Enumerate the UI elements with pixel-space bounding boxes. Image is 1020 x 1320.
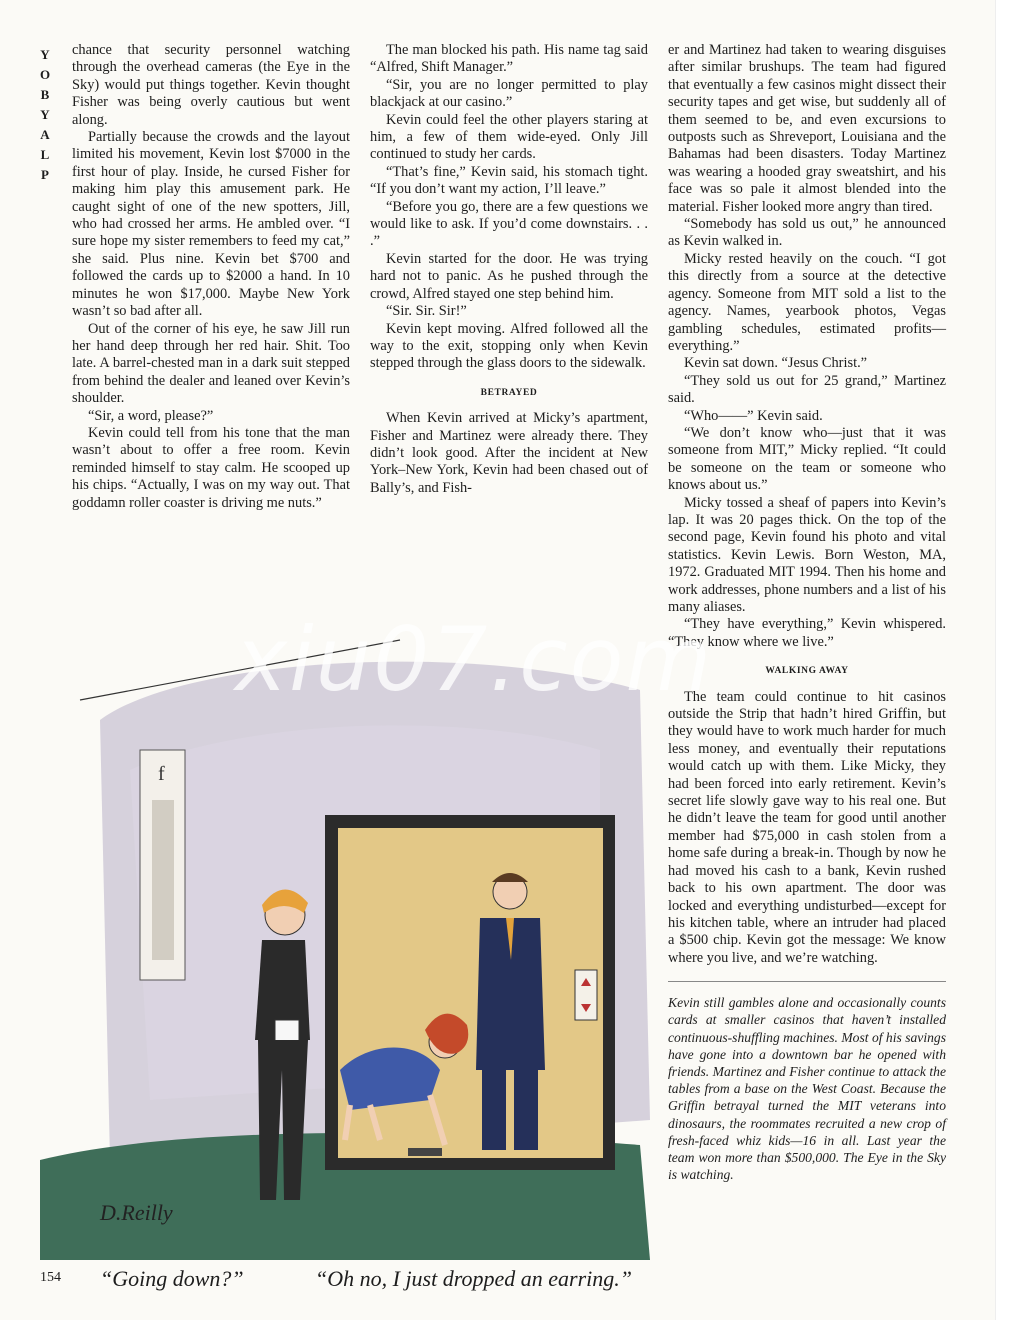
paragraph: “Who——” Kevin said. <box>684 407 823 424</box>
mag-letter: Y <box>40 107 50 122</box>
mag-letter: O <box>39 67 51 82</box>
text-column-1 <box>72 42 350 512</box>
paragraph: Kevin could tell from his tone that the man wasn’t about to offer a free room. Kevin reminded himself to stay calm. He scooped up his chips. “Actually, I was on my way out. That goddamn roller coaster is driving me nuts.” <box>72 424 350 511</box>
epilogue-italic: Kevin still gambles alone and occasionally counts cards at smaller casinos that haven’t installed continuous-shuffling machines. Most of his savings have gone into a downtown bar he opened with friends. Martinez and Fisher continue to attack the tables from a base on the West Coast. Because the Griffin betrayal turned the MIT veterans into dinosaurs, the roommates recruited a new crop of fresh-faced whiz kids—16 in all. Last year the team won more than $500,000. The Eye in the Sky is watching. <box>668 981 946 1183</box>
paragraph: “Before you go, there are a few questions we would like to ask. If you’d come downstairs. . . .” <box>370 198 648 250</box>
artist-signature: D.Reilly <box>100 1200 173 1225</box>
text-column-2 <box>370 42 648 497</box>
cartoon-caption-right: “Oh no, I just dropped an earring.” <box>315 1266 632 1291</box>
paragraph: Kevin sat down. “Jesus Christ.” <box>684 355 868 372</box>
paragraph: Micky tossed a sheaf of papers into Kevin’s lap. It was 20 pages thick. On the top of the second page, Kevin found his photo and vital statistics. Kevin Lewis. Born Weston, MA, 1972. Graduated MIT 1994. Then his home and work addresses, phone numbers and a list of his many aliases. <box>668 494 946 615</box>
magazine-name-vertical <box>38 45 52 185</box>
cartoon-caption-left: “Going down?” <box>100 1266 244 1291</box>
mag-letter: P <box>41 167 49 182</box>
paragraph: “We don’t know who—just that it was someone from MIT,” Micky replied. “It could be someone on the team or someone who knows about us.” <box>668 424 946 494</box>
paragraph: er and Martinez had taken to wearing disguises after similar brushups. The team had figured that eventually a few casinos might dissect their security tapes and get wise, but suddenly all of them seemed to be, and even excursions to outposts such as Shreveport, Louisiana and the Bahamas had been disasters. Today Martinez was wearing a hooded gray sweatshirt, and his face was so pale it almost blended into the material. Fisher looked more angry than tired. <box>668 42 946 215</box>
paragraph: When Kevin arrived at Micky’s apartment, Fisher and Martinez were already there. They didn’t look good. After the incident at New York–New York, Kevin had been chased out of Bally’s, and Fish- <box>370 410 648 496</box>
paragraph: “Sir, you are no longer permitted to play blackjack at our casino.” <box>370 76 648 111</box>
paragraph: “They have everything,” Kevin whispered. “They know where we live.” <box>668 616 946 650</box>
section-heading: WALKING AWAY <box>765 666 849 677</box>
watermark-text: xiu07.com <box>235 608 714 711</box>
paragraph: The man blocked his path. His name tag said “Alfred, Shift Manager.” <box>370 42 648 76</box>
page-edge <box>995 0 1020 1320</box>
text-column-3 <box>668 42 946 1183</box>
elevator-sign-panel <box>140 750 185 980</box>
mag-letter: L <box>40 147 50 162</box>
paragraph: Kevin started for the door. He was trying hard not to panic. As he pushed through the crowd, Alfred stayed one step behind him. <box>370 250 648 302</box>
paragraph: The team could continue to hit casinos outside the Strip that hadn’t hired Griffin, but they would have to work much harder for much less money, and eventually their reputations would catch up with them. Like Micky, they had been forced into early retirement. Kevin’s secret life slowly gave way to his real one. But he didn’t leave the team for good until another member had $75,000 in cash stolen from a home safe during a break-in. Though by now he had moved his cash to a bank, Kevin rushed back to his own apartment. The door was locked and everything undisturbed—except for his kitchen table, where an intruder had placed a $500 chip. Kevin got the message: We know where you live, and we’re watching. <box>668 688 946 966</box>
mag-letter: Y <box>40 47 50 62</box>
paragraph: Kevin could feel the other players staring at him, a few of them wide-eyed. Only Jill continued to study her cards. <box>370 111 648 163</box>
section-heading: BETRAYED <box>480 387 538 398</box>
paragraph: chance that security personnel watching through the overhead cameras (the Eye in the Sky) would put things together. Kevin thought Fisher was being overly cautious but went along. <box>72 42 350 128</box>
paragraph: “Somebody has sold us out,” he announced as Kevin walked in. <box>668 216 946 250</box>
paragraph: Kevin kept moving. Alfred followed all the way to the exit, stopping only when Kevin stepped through the glass doors to the sidewalk. <box>370 320 648 372</box>
paragraph: “Sir, a word, please?” <box>88 407 214 424</box>
paragraph: Micky rested heavily on the couch. “I got this directly from a source at the detective agency. Someone from MIT sold a list to the agency. Names, yearbook photos, Vegas gambling schedules, estimated profits—everything.” <box>668 250 946 354</box>
paragraph: Out of the corner of his eye, he saw Jill run her hand deep through her red hair. Shit. Too late. A barrel-chested man in a dark suit stepped from behind the dealer and leaned over Kevin’s shoulder. <box>72 320 350 407</box>
paragraph: “Sir. Sir. Sir!” <box>386 303 467 320</box>
elevator-floor-sign: f <box>158 763 165 785</box>
mag-letter: B <box>40 87 50 102</box>
paragraph: “That’s fine,” Kevin said, his stomach tight. “If you don’t want my action, I’ll leave.” <box>370 163 648 198</box>
cartoon-illustration <box>40 600 660 1260</box>
page-number: 154 <box>40 1270 61 1285</box>
paragraph: “They sold us out for 25 grand,” Martinez said. <box>668 372 946 407</box>
paragraph: Partially because the crowds and the layout limited his movement, Kevin lost $7000 in the first hour of play. Inside, he cursed Fisher for making him play this amusement park. He caught sight of one of the new spotters, Jill, who had crossed her arms. He ambled over. “I sure hope my sister remembers to feed my cat,” she said. Plus nine. Kevin bet $700 and followed the cards up to $2000 a hand. In 10 minutes he won $17,000. Maybe New York wasn’t so bad after all. <box>72 129 350 320</box>
elevator-car <box>325 815 615 1170</box>
mag-letter: A <box>40 127 50 142</box>
